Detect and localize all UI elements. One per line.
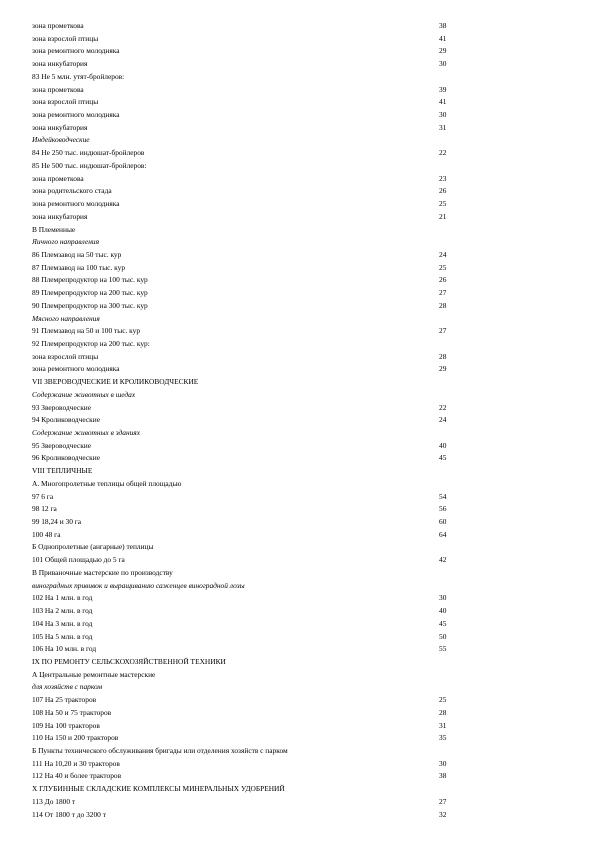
row-text: 114 От 1800 т до 3200 т — [32, 809, 106, 819]
row-value: 29 — [439, 364, 447, 374]
document-row — [32, 84, 562, 97]
row-text: А. Многопролетные теплицы общей площадью — [32, 478, 182, 488]
row-value: 56 — [439, 504, 447, 514]
row-text: 103 На 2 млн. в год — [32, 606, 93, 616]
row-value: 28 — [439, 351, 447, 361]
document-row — [32, 376, 562, 389]
row-text: 98 12 га — [32, 504, 57, 514]
document-row — [32, 618, 562, 631]
row-text: 96 Кролиководческие — [32, 453, 100, 463]
document-row — [32, 122, 562, 135]
document-row — [32, 389, 562, 402]
row-text: Яичного направления — [32, 237, 100, 247]
document-row — [32, 796, 562, 809]
document-row — [32, 287, 562, 300]
document-row — [32, 363, 562, 376]
document-row — [32, 20, 562, 33]
row-text: 112 На 40 и более тракторов — [32, 771, 122, 781]
row-text: 87 Племзавод на 100 тыс. кур — [32, 262, 126, 272]
row-text: В Племенные — [32, 224, 76, 234]
document-row — [32, 758, 562, 771]
row-value: 23 — [439, 173, 447, 183]
row-text: Содержание животных в шедах — [32, 389, 136, 399]
document-row — [32, 541, 562, 554]
document-row — [32, 313, 562, 326]
document-row — [32, 580, 562, 593]
row-text: 84 Не 250 тыс. индюшат-бройлеров — [32, 148, 145, 158]
document-row — [32, 351, 562, 364]
row-value: 25 — [439, 695, 447, 705]
row-text: 110 На 150 и 200 тракторов — [32, 733, 119, 743]
document-row — [32, 45, 562, 58]
row-text: 85 Не 500 тыс. индюшат-бройлеров: — [32, 160, 147, 170]
row-text: зона ремонтного молодняка — [32, 46, 120, 56]
row-text: 94 Кролиководческие — [32, 415, 100, 425]
row-value: 22 — [439, 148, 447, 158]
document-row — [32, 173, 562, 186]
row-text: 92 Племрепродуктор на 200 тыс. кур: — [32, 338, 150, 348]
row-value: 21 — [439, 211, 447, 221]
document-row — [32, 185, 562, 198]
row-text: 90 Племрепродуктор на 300 тыс. кур — [32, 300, 148, 310]
row-text: Индейководческие — [32, 135, 90, 145]
row-text: 113 До 1800 т — [32, 796, 76, 806]
row-text: Б Однопролетные (ангарные) теплицы — [32, 542, 154, 552]
document-row — [32, 656, 562, 669]
row-text: зона взрослой птицы — [32, 97, 99, 107]
document-row — [32, 592, 562, 605]
row-text: VIII ТЕПЛИЧНЫЕ — [32, 466, 93, 476]
document-row — [32, 262, 562, 275]
row-text: зона взрослой птицы — [32, 351, 99, 361]
document-row — [32, 681, 562, 694]
row-value: 45 — [439, 618, 447, 628]
row-value: 30 — [439, 758, 447, 768]
row-value: 28 — [439, 300, 447, 310]
row-value: 24 — [439, 249, 447, 259]
row-value: 45 — [439, 453, 447, 463]
document-row — [32, 554, 562, 567]
row-text: 91 Племзавод на 50 и 100 тыс. кур — [32, 326, 141, 336]
document-row — [32, 631, 562, 644]
row-text: зона инкубатория — [32, 122, 88, 132]
row-text: для хозяйств с парком — [32, 682, 103, 692]
row-value: 29 — [439, 46, 447, 56]
row-value: 55 — [439, 644, 447, 654]
document-row — [32, 452, 562, 465]
row-value: 40 — [439, 440, 447, 450]
row-text: А Центральные ремонтные мастерские — [32, 669, 156, 679]
row-value: 30 — [439, 59, 447, 69]
row-text: 102 На 1 млн. в год — [32, 593, 93, 603]
document-row — [32, 414, 562, 427]
row-text: 89 Племрепродуктор на 200 тыс. кур — [32, 288, 148, 298]
row-value: 25 — [439, 262, 447, 272]
row-text: 86 Племзавод на 50 тыс. кур — [32, 249, 122, 259]
row-text: 93 Звероводческие — [32, 402, 92, 412]
document-row — [32, 211, 562, 224]
document-row — [32, 720, 562, 733]
document-row — [32, 503, 562, 516]
row-value: 40 — [439, 606, 447, 616]
document-row — [32, 516, 562, 529]
row-value: 50 — [439, 631, 447, 641]
document-row — [32, 567, 562, 580]
document-row — [32, 224, 562, 237]
document-row — [32, 160, 562, 173]
document-row — [32, 745, 562, 758]
row-text: 105 На 5 млн. в год — [32, 631, 93, 641]
row-value: 35 — [439, 733, 447, 743]
row-text: VII ЗВЕРОВОДЧЕСКИЕ И КРОЛИКОВОДЧЕСКИЕ — [32, 377, 199, 387]
row-text: Б Пункты технического обслуживания бригады или отделения хозяйств с парком — [32, 745, 288, 755]
document-row — [32, 707, 562, 720]
document-row — [32, 249, 562, 262]
row-text: зона ремонтного молодняка — [32, 199, 120, 209]
row-text: виноградных прививок и выращиванию саженцев виноградной лозы — [32, 580, 245, 590]
document-row — [32, 643, 562, 656]
row-value: 39 — [439, 84, 447, 94]
document-row — [32, 300, 562, 313]
row-value: 30 — [439, 110, 447, 120]
document-row — [32, 529, 562, 542]
document-row — [32, 491, 562, 504]
document-row — [32, 440, 562, 453]
row-value: 27 — [439, 288, 447, 298]
row-text: IX ПО РЕМОНТУ СЕЛЬСКОХОЗЯЙСТВЕННОЙ ТЕХНИКИ — [32, 656, 226, 666]
document-row — [32, 732, 562, 745]
document-row — [32, 33, 562, 46]
document-row — [32, 770, 562, 783]
row-text: 104 На 3 млн. в год — [32, 618, 93, 628]
row-text: зона пpометкова — [32, 21, 84, 30]
row-value: 60 — [439, 517, 447, 527]
row-value: 31 — [439, 720, 447, 730]
row-value: 26 — [439, 275, 447, 285]
row-value: 30 — [439, 593, 447, 603]
row-text: 97 6 га — [32, 491, 54, 501]
document-row — [32, 809, 562, 822]
row-text: 109 На 100 тракторов — [32, 720, 100, 730]
row-text: В Приваночные мастерские по производству — [32, 567, 173, 577]
row-text: 111 На 10,20 и 30 тракторов — [32, 758, 120, 768]
row-value: 22 — [439, 402, 447, 412]
row-value: 42 — [439, 555, 447, 565]
row-text: зона родительского стада — [32, 186, 112, 196]
row-value: 27 — [439, 796, 447, 806]
row-value: 54 — [439, 491, 447, 501]
document-row — [32, 694, 562, 707]
document-page — [32, 20, 562, 821]
row-text: Мясного направления — [32, 313, 100, 323]
row-value: 26 — [439, 186, 447, 196]
row-value: 24 — [439, 415, 447, 425]
document-row — [32, 402, 562, 415]
document-row — [32, 783, 562, 796]
row-text: зона ремонтного молодняка — [32, 110, 120, 120]
document-row — [32, 198, 562, 211]
row-value: 38 — [439, 771, 447, 781]
document-row — [32, 465, 562, 478]
row-text: 107 На 25 тракторов — [32, 695, 97, 705]
row-text: зона пpометкова — [32, 173, 84, 183]
row-text: 99 18,24 и 30 га — [32, 517, 82, 527]
document-row — [32, 58, 562, 71]
row-text: 83 Не 5 млн. утят-бройлеров: — [32, 71, 125, 81]
document-row — [32, 96, 562, 109]
row-text: 88 Племрепродуктор на 100 тыс. кур — [32, 275, 148, 285]
row-text: зона ремонтного молодняка — [32, 364, 120, 374]
document-row — [32, 134, 562, 147]
row-value: 31 — [439, 122, 447, 132]
document-row — [32, 325, 562, 338]
row-text: зона взрослой птицы — [32, 33, 99, 43]
row-value: 41 — [439, 33, 447, 43]
row-value: 64 — [439, 529, 447, 539]
row-value: 32 — [439, 809, 447, 819]
row-text: 108 На 50 и 75 тракторов — [32, 707, 112, 717]
document-row — [32, 274, 562, 287]
row-text: 100 48 га — [32, 529, 61, 539]
row-value: 27 — [439, 326, 447, 336]
document-row — [32, 147, 562, 160]
row-text: 95 Звероводческие — [32, 440, 92, 450]
document-row — [32, 71, 562, 84]
document-row — [32, 338, 562, 351]
row-text: зона инкубатория — [32, 211, 88, 221]
document-row — [32, 427, 562, 440]
document-row — [32, 478, 562, 491]
row-text: зона инкубатория — [32, 59, 88, 69]
row-text: зона пpометкова — [32, 84, 84, 94]
row-text: X ГЛУБИННЫЕ СКЛАДСКИЕ КОМПЛЕКСЫ МИНЕРАЛЬНЫХ УДОБРЕНИЙ — [32, 784, 285, 794]
row-value: 41 — [439, 97, 447, 107]
document-row — [32, 605, 562, 618]
row-value: 38 — [439, 21, 447, 30]
document-row — [32, 236, 562, 249]
document-row — [32, 109, 562, 122]
row-text: 106 На 10 млн. в год — [32, 644, 97, 654]
document-row — [32, 669, 562, 682]
row-text: 101 Общей площадью до 5 га — [32, 555, 125, 565]
row-value: 25 — [439, 199, 447, 209]
row-value: 28 — [439, 707, 447, 717]
row-text: Содержание животных в зданиях — [32, 428, 141, 437]
